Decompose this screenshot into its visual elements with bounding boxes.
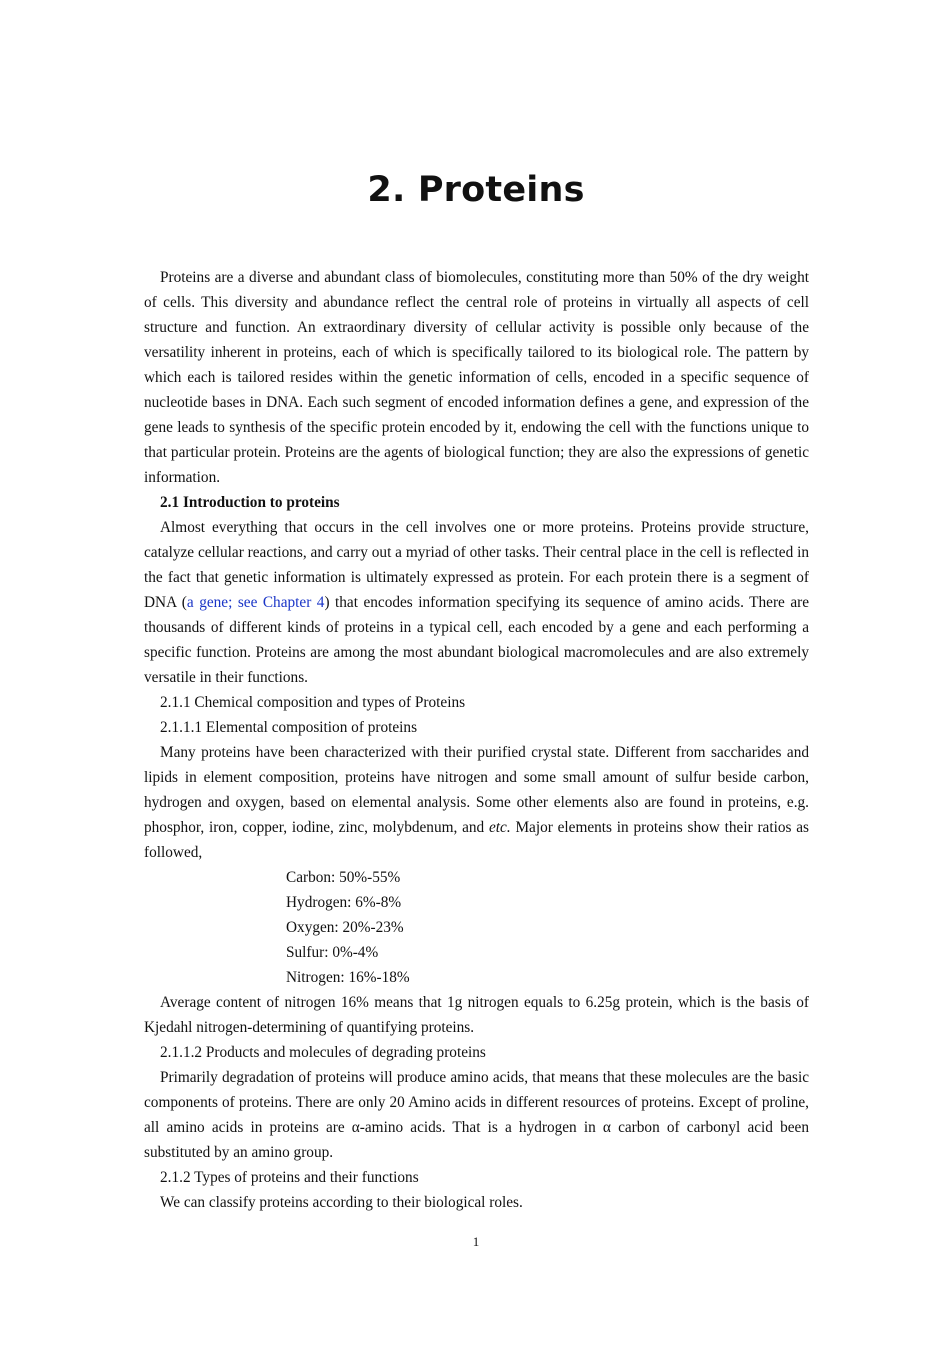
nitrogen-content-paragraph: Average content of nitrogen 16% means that 1g nitrogen equals to 6.25g protein, which is the basis of Kjedahl nitrogen-determining of quantifying proteins. — [144, 994, 809, 1036]
paragraph-text: Almost everything that occurs in the cell involves one or more proteins. Proteins provide structure, catalyze cellular reactions, and carry out a myriad of other tasks. Their central place in the cell is reflected in the fact that genetic information is ultimately expressed as protein. For each protein there is a segment of DNA ( — [144, 519, 809, 611]
intro-to-proteins-paragraph — [144, 515, 809, 690]
intro-paragraph: Proteins are a diverse and abundant class of biomolecules, constituting more than 50% of the dry weight of cells. This diversity and abundance reflect the central role of proteins in virtually all aspects of cell structure and function. An extraordinary diversity of cellular activity is possible only because of the versatility inherent in proteins, each of which is specifically tailored to its biological role. The pattern by which each is tailored resides within the genetic information of cells, encoded in a specific sequence of nucleotide bases in DNA. Each such segment of encoded information defines a gene, and expression of the gene leads to synthesis of the specific protein encoded by it, endowing the cell with the functions unique to that particular protein. Proteins are the agents of biological function; they are also the expressions of genetic information. — [144, 269, 809, 486]
chapter-4-link[interactable]: a gene; see Chapter 4 — [186, 594, 325, 611]
element-ratio-nitrogen: Nitrogen: 16%-18% — [286, 969, 410, 986]
element-ratio-list — [144, 865, 809, 990]
paragraph-text: Many proteins have been characterized with their purified crystal state. Different from saccharides and lipids in element composition, proteins have nitrogen and some small amount of sulfur beside carbon, hydrogen and oxygen, based on elemental analysis. Some other elements also are found in proteins, e.g. phosphor, iron, copper, iodine, zinc, molybdenum, and — [144, 744, 809, 836]
element-ratio-hydrogen: Hydrogen: 6%-8% — [286, 894, 402, 911]
element-ratio-carbon: Carbon: 50%-55% — [286, 869, 401, 886]
element-ratio-oxygen: Oxygen: 20%-23% — [286, 919, 404, 936]
section-heading-2-1-1-1: 2.1.1.1 Elemental composition of proteins — [160, 719, 418, 736]
section-heading-2-1-2: 2.1.2 Types of proteins and their functions — [160, 1169, 419, 1186]
elemental-composition-paragraph — [144, 740, 809, 865]
etc-italic: etc. — [489, 819, 511, 836]
section-heading-2-1: 2.1 Introduction to proteins — [160, 494, 340, 511]
document-body — [144, 265, 809, 1215]
section-heading-2-1-1: 2.1.1 Chemical composition and types of Proteins — [160, 694, 466, 711]
element-ratio-sulfur: Sulfur: 0%-4% — [286, 944, 379, 961]
classification-paragraph: We can classify proteins according to their biological roles. — [160, 1194, 523, 1211]
degradation-paragraph: Primarily degradation of proteins will produce amino acids, that means that these molecules are the basic components of proteins. There are only 20 Amino acids in different resources of proteins. Except of proline, all amino acids in proteins are α-amino acids. That is a hydrogen in α carbon of carbonyl acid been substituted by an amino group. — [144, 1069, 809, 1161]
section-heading-2-1-1-2: 2.1.1.2 Products and molecules of degrading proteins — [160, 1044, 486, 1061]
paragraph-text: ) that encodes information specifying its sequence of amino acids. There are thousands of different kinds of proteins in a typical cell, each encoded by a gene and each performing a specific function. Proteins are among the most abundant biological macromolecules and are also extremely versatile in their functions. — [144, 594, 809, 686]
paragraph-text: Major elements in proteins show their ratios as followed, — [144, 819, 809, 861]
page-title: 2. Proteins — [367, 170, 585, 210]
page-number: 1 — [472, 1234, 480, 1249]
